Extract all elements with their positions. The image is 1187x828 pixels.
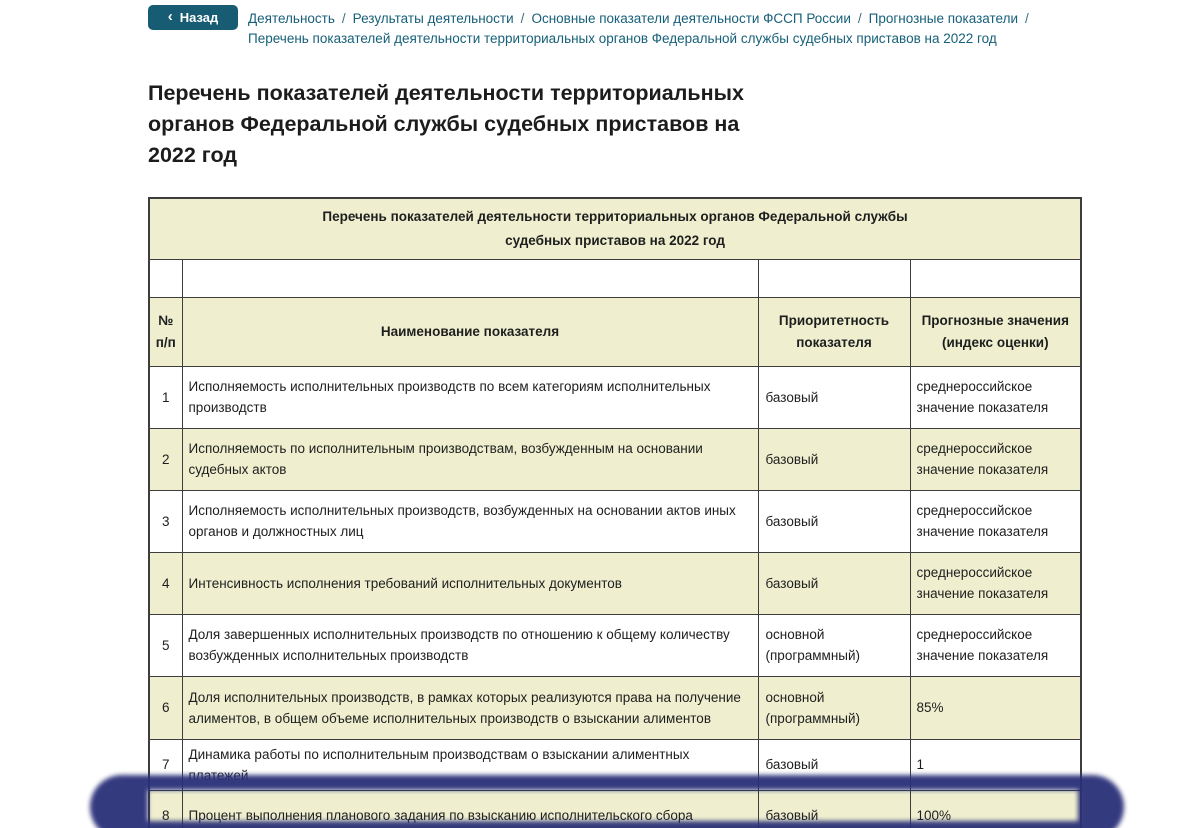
cell-forecast: среднероссийское значение показателя <box>910 614 1081 676</box>
empty-cell <box>182 259 758 297</box>
cell-forecast: 100% <box>910 790 1081 828</box>
cell-number: 7 <box>149 739 182 790</box>
cell-number: 4 <box>149 552 182 614</box>
cell-priority: базовый <box>758 428 910 490</box>
cell-priority: базовый <box>758 739 910 790</box>
empty-cell <box>910 259 1081 297</box>
table-header-row <box>149 297 1081 366</box>
table-row <box>149 739 1081 790</box>
cell-indicator-name: Процент выполнения планового задания по взысканию исполнительского сбора <box>182 790 758 828</box>
breadcrumb-link-activity[interactable]: Деятельность <box>248 11 335 26</box>
breadcrumb-link-main-indicators[interactable]: Основные показатели деятельности ФССП России <box>531 11 851 26</box>
cell-indicator-name: Интенсивность исполнения требований исполнительных документов <box>182 552 758 614</box>
cell-indicator-name: Исполняемость исполнительных производств, возбужденных на основании актов иных органов и должностных лиц <box>182 490 758 552</box>
cell-forecast: среднероссийское значение показателя <box>910 490 1081 552</box>
table-caption-line2: судебных приставов на 2022 год <box>505 232 725 248</box>
column-header-number: № п/п <box>149 297 182 366</box>
cell-number: 2 <box>149 428 182 490</box>
table-caption-row <box>149 198 1081 259</box>
back-button-label: Назад <box>179 10 219 25</box>
table-row <box>149 490 1081 552</box>
cell-indicator-name: Доля исполнительных производств, в рамках которых реализуются права на получение алиментов, в общем объеме исполнительных производств о взыскании алиментов <box>182 676 758 739</box>
table-row <box>149 552 1081 614</box>
column-header-priority: Приоритетность показателя <box>758 297 910 366</box>
empty-cell <box>149 259 182 297</box>
cell-forecast: 1 <box>910 739 1081 790</box>
page-title: Перечень показателей деятельности территориальных органов Федеральной службы судебных приставов на 2022 год <box>148 81 744 167</box>
cell-indicator-name: Динамика работы по исполнительным производствам о взыскании алиментных платежей <box>182 739 758 790</box>
table-empty-row <box>149 259 1081 297</box>
cell-forecast: среднероссийское значение показателя <box>910 428 1081 490</box>
breadcrumb-link-activity-results[interactable]: Результаты деятельности <box>352 11 514 26</box>
cell-number: 5 <box>149 614 182 676</box>
column-header-forecast: Прогнозные значения (индекс оценки) <box>910 297 1081 366</box>
cell-indicator-name: Доля завершенных исполнительных производств по отношению к общему количеству возбужденных исполнительных производств <box>182 614 758 676</box>
table-row <box>149 428 1081 490</box>
back-button[interactable] <box>148 5 238 30</box>
cell-priority: основной (программный) <box>758 614 910 676</box>
breadcrumb <box>248 9 1068 49</box>
table-caption-line1: Перечень показателей деятельности территориальных органов Федеральной службы <box>322 208 908 224</box>
breadcrumb-separator: / <box>857 11 862 26</box>
cell-indicator-name: Исполняемость по исполнительным производствам, возбужденным на основании судебных актов <box>182 428 758 490</box>
column-header-name: Наименование показателя <box>182 297 758 366</box>
breadcrumb-separator: / <box>1025 11 1029 26</box>
breadcrumb-separator: / <box>520 11 525 26</box>
cell-forecast: среднероссийское значение показателя <box>910 366 1081 428</box>
table-row-highlighted <box>149 790 1081 828</box>
cell-priority: основной (программный) <box>758 676 910 739</box>
cell-number: 3 <box>149 490 182 552</box>
cell-priority: базовый <box>758 490 910 552</box>
cell-priority: базовый <box>758 366 910 428</box>
cell-forecast: среднероссийское значение показателя <box>910 552 1081 614</box>
cell-forecast: 85% <box>910 676 1081 739</box>
breadcrumb-link-current-page[interactable]: Перечень показателей деятельности территориальных органов Федеральной службы судебных приставов на 2022 год <box>248 31 997 46</box>
cell-number: 8 <box>149 790 182 828</box>
cell-number: 6 <box>149 676 182 739</box>
breadcrumb-separator: / <box>341 11 346 26</box>
table-row <box>149 614 1081 676</box>
table-row <box>149 366 1081 428</box>
cell-priority: базовый <box>758 790 910 828</box>
cell-number: 1 <box>149 366 182 428</box>
breadcrumb-link-forecast-indicators[interactable]: Прогнозные показатели <box>868 11 1019 26</box>
table-row <box>149 676 1081 739</box>
table-caption <box>149 198 1081 259</box>
cell-priority: базовый <box>758 552 910 614</box>
empty-cell <box>758 259 910 297</box>
chevron-left-icon: ‹ <box>167 8 173 25</box>
cell-indicator-name: Исполняемость исполнительных производств по всем категориям исполнительных производств <box>182 366 758 428</box>
indicators-table <box>148 197 1082 828</box>
